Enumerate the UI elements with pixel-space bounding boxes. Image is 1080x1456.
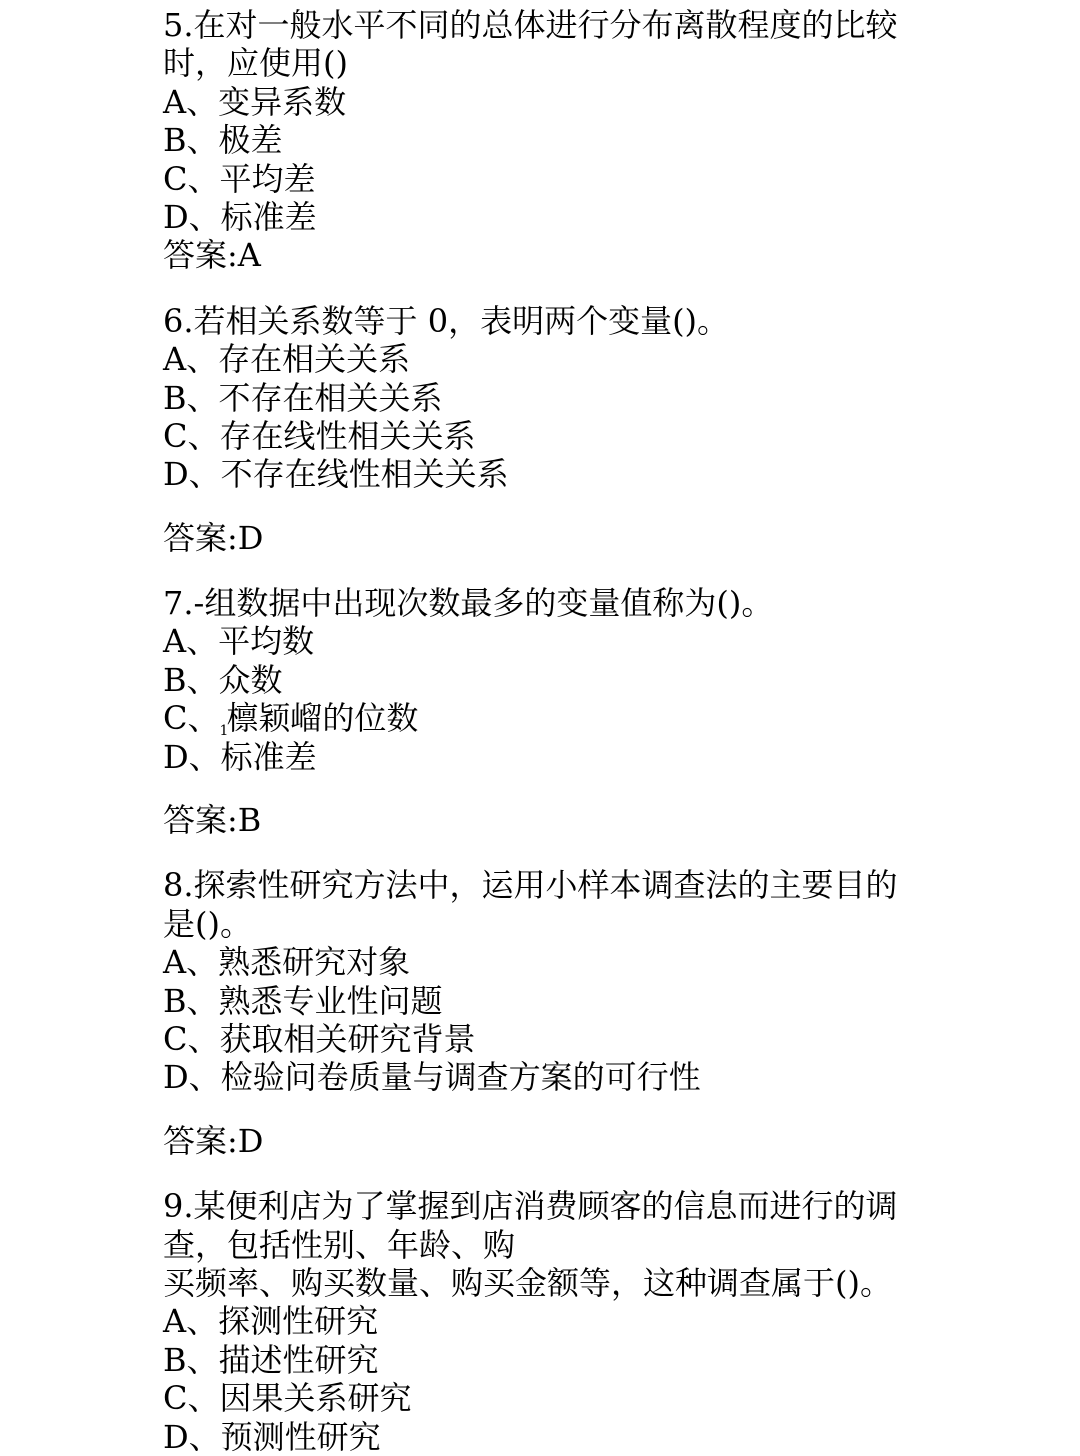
question-stem-line: 7.-组数据中出现次数最多的变量值称为()。 — [163, 584, 774, 623]
option-c: C、平均差 — [163, 159, 316, 198]
question-stem-line: 时，应使用() — [163, 44, 348, 83]
question-stem-line: 9.某便利店为了掌握到店消费顾客的信息而进行的调 — [163, 1187, 898, 1226]
option-c: C、因果关系研究 — [163, 1379, 412, 1418]
option-b: B、众数 — [163, 660, 283, 699]
spacer — [163, 776, 1063, 801]
question-9 — [163, 1187, 1063, 1456]
question-stem-line: 8.探索性研究方法中，运用小样本调查法的主要目的 — [163, 866, 898, 905]
answer: 答案:A — [163, 236, 261, 275]
question-5 — [163, 6, 1063, 275]
option-c-mark: 1 — [219, 723, 229, 740]
answer: 答案:D — [163, 1121, 264, 1160]
option-a: A、平均数 — [163, 622, 315, 661]
option-c: C、存在线性相关关系 — [163, 416, 476, 455]
option-a: A、探测性研究 — [163, 1302, 379, 1341]
option-c: C、获取相关研究背景 — [163, 1019, 476, 1058]
question-stem-line: 是()。 — [163, 904, 252, 943]
question-stem-line: 查，包括性别、年龄、购 — [163, 1225, 516, 1264]
option-b: B、描述性研究 — [163, 1340, 379, 1379]
spacer — [163, 1097, 1063, 1122]
document-page — [163, 0, 1063, 1456]
option-b: B、熟悉专业性问题 — [163, 981, 443, 1020]
answer: 答案:B — [163, 801, 262, 840]
question-stem-line: 6.若相关系数等于 0，表明两个变量()。 — [163, 301, 730, 340]
answer: 答案:D — [163, 518, 264, 557]
option-b: B、极差 — [163, 121, 283, 160]
option-c-prefix: C、 — [163, 699, 220, 738]
option-a: A、存在相关关系 — [163, 340, 411, 379]
option-d: D、不存在线性相关关系 — [163, 455, 509, 494]
option-d: D、标准差 — [163, 197, 317, 236]
question-stem-line: 5.在对一般水平不同的总体进行分布离散程度的比较 — [163, 6, 898, 44]
option-d: D、检验问卷质量与调查方案的可行性 — [163, 1058, 701, 1097]
question-stem-line: 买频率、购买数量、购买金额等，这种调查属于()。 — [163, 1263, 892, 1302]
option-a: A、熟悉研究对象 — [163, 943, 411, 982]
option-d: D、标准差 — [163, 737, 317, 776]
option-c-text: 檩颖嵧的位数 — [226, 699, 419, 738]
option-c — [163, 699, 1063, 740]
option-a: A、变异系数 — [163, 82, 347, 121]
question-8 — [163, 866, 1063, 1160]
option-b: B、不存在相关关系 — [163, 378, 443, 417]
question-7 — [163, 584, 1063, 839]
spacer — [163, 494, 1063, 519]
option-d: D、预测性研究 — [163, 1417, 381, 1456]
question-6 — [163, 302, 1063, 557]
